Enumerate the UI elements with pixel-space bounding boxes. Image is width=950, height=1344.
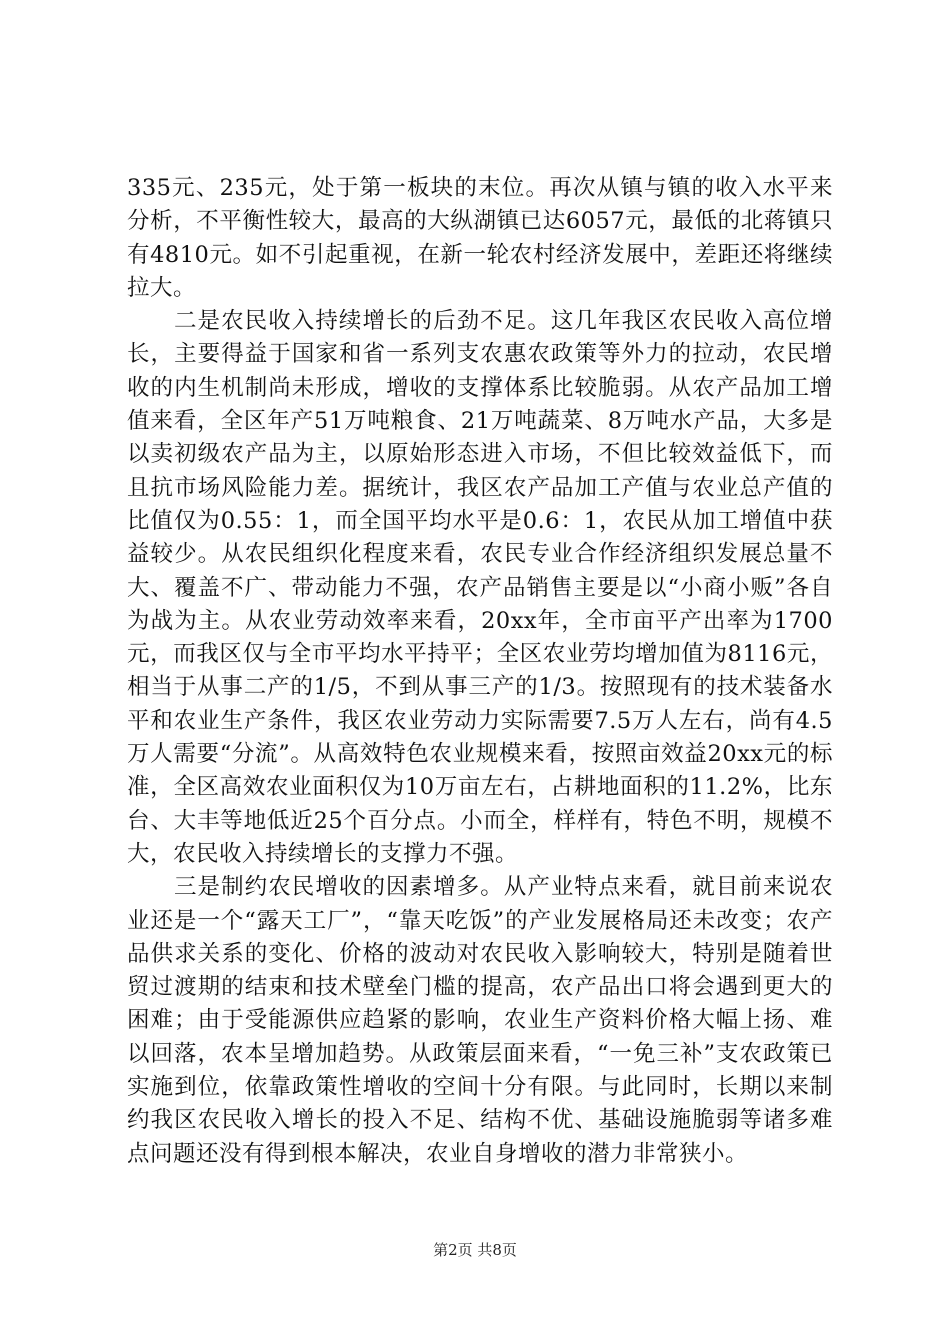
page-footer: 第2页 共8页 <box>433 1241 517 1259</box>
document-body <box>127 172 833 1171</box>
paragraph-constraining-factors: 三是制约农民增收的因素增多。从产业特点来看，就目前来说农业还是一个“露天工厂”，“靠天吃饭”的产业发展格局还未改变；农产品供求关系的变化、价格的波动对农民收入影响较大，特别是随着世贸过渡期的结束和技术壁垒门槛的提高，农产品出口将会遇到更大的困难；由于受能源供应趋紧的影响，农业生产资料价格大幅上扬、难以回落，农本呈增加趋势。从政策层面来看，“一免三补”支农政策已实施到位，依靠政策性增收的空间十分有限。与此同时，长期以来制约我区农民收入增长的投入不足、结构不优、基础设施脆弱等诸多难点问题还没有得到根本解决，农业自身增收的潜力非常狭小。 <box>127 874 833 1167</box>
paragraph-income-growth-momentum: 二是农民收入持续增长的后劲不足。这几年我区农民收入高位增长，主要得益于国家和省一系列支农惠农政策等外力的拉动，农民增收的内生机制尚未形成，增收的支撑体系比较脆弱。从农产品加工增值来看，全区年产51万吨粮食、21万吨蔬菜、8万吨水产品，大多是以卖初级农产品为主，以原始形态进入市场，不但比较效益低下，而且抗市场风险能力差。据统计，我区农产品加工产值与农业总产值的比值仅为0.55：1，而全国平均水平是0.6：1，农民从加工增值中获益较少。从农民组织化程度来看，农民专业合作经济组织发展总量不大、覆盖不广、带动能力不强，农产品销售主要是以“小商小贩”各自为战为主。从农业劳动效率来看，20xx年，全市亩平产出率为1700元，而我区仅与全市平均水平持平；全区农业劳均增加值为8116元，相当于从事二产的1/5，不到从事三产的1/3。按照现有的技术装备水平和农业生产条件，我区农业劳动力实际需要7.5万人左右，尚有4.5万人需要“分流”。从高效特色农业规模来看，按照亩效益20xx元的标准，全区高效农业面积仅为10万亩左右，占耕地面积的11.2%，比东台、大丰等地低近25个百分点。小而全，样样有，特色不明，规模不大，农民收入持续增长的支撑力不强。 <box>127 308 833 867</box>
paragraph-continuation: 335元、235元，处于第一板块的末位。再次从镇与镇的收入水平来分析，不平衡性较大，最高的大纵湖镇已达6057元，最低的北蒋镇只有4810元。如不引起重视，在新一轮农村经济发展中，差距还将继续拉大。 <box>127 175 833 301</box>
